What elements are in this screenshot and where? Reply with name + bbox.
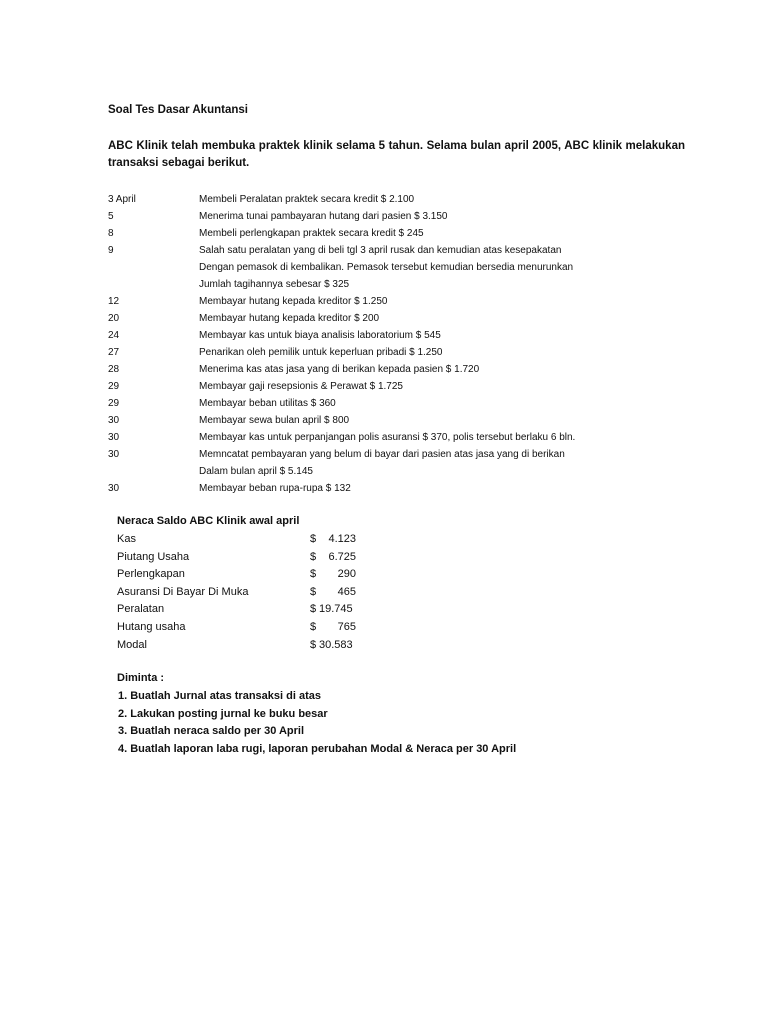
balance-row xyxy=(117,549,356,567)
transaction-description: Membeli Peralatan praktek secara kredit $ 2.100 xyxy=(199,194,415,205)
transaction-row xyxy=(108,344,668,361)
task-item: 4. Buatlah laporan laba rugi, laporan perubahan Modal & Neraca per 30 April xyxy=(118,742,517,755)
transaction-date: 30 xyxy=(108,483,120,494)
balance-currency: $ xyxy=(310,585,317,598)
transaction-date: 27 xyxy=(108,347,120,358)
transaction-description: Menerima tunai pambayaran hutang dari pasien $ 3.150 xyxy=(199,211,448,222)
balance-amount: 465 xyxy=(337,585,356,598)
transaction-description: Membayar kas untuk biaya analisis laboratorium $ 545 xyxy=(199,330,441,341)
tasks-section xyxy=(117,670,516,758)
transaction-description: Menerima kas atas jasa yang di berikan kepada pasien $ 1.720 xyxy=(199,364,480,375)
balance-currency: $ xyxy=(310,638,317,651)
transaction-date: 9 xyxy=(108,245,114,256)
trial-balance-title: Neraca Saldo ABC Klinik awal april xyxy=(117,515,300,527)
transaction-row xyxy=(108,191,668,208)
transaction-date: 24 xyxy=(108,330,120,341)
trial-balance-rows xyxy=(117,531,356,654)
transaction-description: Membayar hutang kepada kreditor $ 200 xyxy=(199,313,380,324)
transaction-description: Membayar gaji resepsionis & Perawat $ 1.725 xyxy=(199,381,403,392)
transaction-row xyxy=(108,429,668,446)
balance-amount: 6.725 xyxy=(328,550,356,563)
task-item: 3. Buatlah neraca saldo per 30 April xyxy=(118,725,305,737)
transaction-row xyxy=(108,293,668,310)
balance-account: Hutang usaha xyxy=(117,620,186,633)
tasks-list xyxy=(117,688,516,758)
balance-currency: $ xyxy=(310,533,317,545)
trial-balance xyxy=(117,513,356,654)
balance-amount: 30.583 xyxy=(319,638,353,651)
balance-currency: $ xyxy=(310,568,317,581)
balance-row xyxy=(117,619,356,637)
balance-row xyxy=(117,584,356,602)
balance-amount: 290 xyxy=(337,568,356,581)
balance-currency: $ xyxy=(310,603,317,616)
transaction-row xyxy=(108,480,668,497)
transaction-description: Penarikan oleh pemilik untuk keperluan pribadi $ 1.250 xyxy=(199,347,443,358)
balance-account: Asuransi Di Bayar Di Muka xyxy=(117,585,249,598)
balance-row xyxy=(117,637,353,655)
transaction-list xyxy=(108,191,668,497)
balance-account: Piutang Usaha xyxy=(117,550,190,563)
transaction-description: Membayar beban rupa-rupa $ 132 xyxy=(199,483,351,494)
balance-account: Modal xyxy=(117,638,147,651)
document-title: Soal Tes Dasar Akuntansi xyxy=(108,104,248,116)
balance-row xyxy=(117,601,353,619)
transaction-description: Salah satu peralatan yang di beli tgl 3 april rusak dan kemudian atas kesepakatan Dengan pemasok di kembalikan. Pemasok tersebut kemudian bersedia menurunkan Jumlah tagihannya sebesar $ 325 xyxy=(199,245,574,290)
transaction-description: Membeli perlengkapan praktek secara kredit $ 245 xyxy=(199,228,424,239)
transaction-row xyxy=(108,412,668,429)
balance-account: Peralatan xyxy=(117,603,165,616)
balance-currency: $ xyxy=(310,550,317,563)
transaction-date: 8 xyxy=(108,228,114,239)
transaction-date: 12 xyxy=(108,296,120,307)
transaction-description: Membayar sewa bulan april $ 800 xyxy=(199,415,350,426)
tasks-title: Diminta : xyxy=(117,672,165,684)
transaction-row xyxy=(108,327,668,344)
transaction-date: 5 xyxy=(108,211,114,222)
balance-amount: 4.123 xyxy=(328,533,356,545)
transaction-date: 29 xyxy=(108,398,120,409)
intro-paragraph: ABC Klinik telah membuka praktek klinik selama 5 tahun. Selama bulan april 2005, ABC klinik melakukan transaksi sebagai berikut. xyxy=(108,140,685,169)
balance-row xyxy=(117,566,356,584)
transaction-row xyxy=(108,225,668,242)
transaction-date: 20 xyxy=(108,313,120,324)
transaction-row xyxy=(108,361,668,378)
transaction-date: 30 xyxy=(108,432,120,443)
transaction-row xyxy=(108,310,668,327)
balance-row xyxy=(117,531,356,549)
transaction-date: 29 xyxy=(108,381,120,392)
balance-account: Perlengkapan xyxy=(117,568,185,581)
transaction-date: 3 April xyxy=(108,194,136,205)
transaction-date: 28 xyxy=(108,364,120,375)
balance-amount: 765 xyxy=(337,620,356,633)
transaction-row xyxy=(108,395,668,412)
transaction-row xyxy=(108,446,668,480)
transaction-row xyxy=(108,378,668,395)
transaction-row xyxy=(108,208,668,225)
transaction-description: Membayar beban utilitas $ 360 xyxy=(199,398,336,409)
transaction-description: Membayar hutang kepada kreditor $ 1.250 xyxy=(199,296,388,307)
transaction-row xyxy=(108,242,668,293)
transaction-date: 30 xyxy=(108,449,120,460)
balance-amount: 19.745 xyxy=(319,603,353,616)
transaction-date: 30 xyxy=(108,415,120,426)
transaction-description: Memncatat pembayaran yang belum di bayar dari pasien atas jasa yang di berikan Dalam bulan april $ 5.145 xyxy=(199,449,565,477)
task-item: 2. Lakukan posting jurnal ke buku besar xyxy=(118,707,328,720)
balance-account: Kas xyxy=(117,533,136,545)
transaction-description: Membayar kas untuk perpanjangan polis asuransi $ 370, polis tersebut berlaku 6 bln. xyxy=(199,432,576,443)
task-item: 1. Buatlah Jurnal atas transaksi di atas xyxy=(118,690,321,702)
balance-currency: $ xyxy=(310,620,317,633)
